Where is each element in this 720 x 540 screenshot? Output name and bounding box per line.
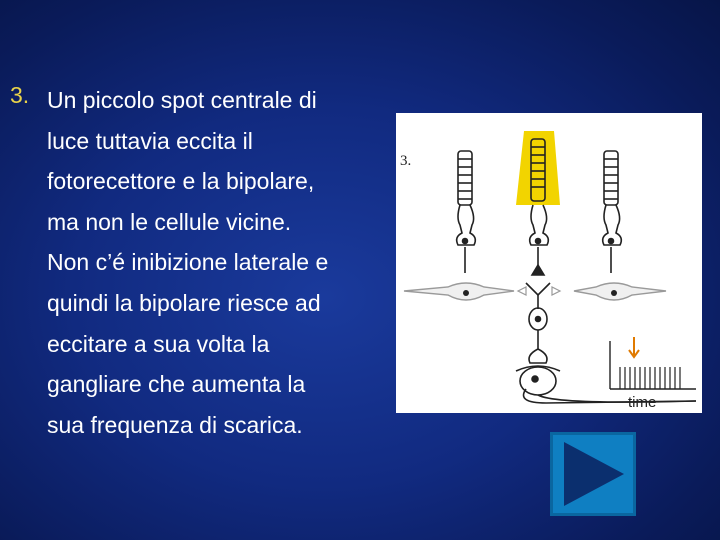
retina-circuit-diagram (396, 113, 702, 413)
ganglion-cell (516, 366, 696, 403)
stimulus-arrow (629, 337, 639, 357)
text-line: eccitare a sua volta la (47, 330, 270, 357)
time-axis-label: time (628, 394, 657, 411)
text-line: gangliare che aumenta la (47, 371, 306, 398)
photoreceptor-right (603, 151, 622, 273)
point-number: 3. (10, 82, 30, 108)
light-spot (516, 131, 560, 205)
bullet-text (47, 80, 402, 445)
diagram-svg (396, 113, 702, 413)
panel-label: 3. (400, 153, 412, 169)
text-line: sua frequenza di scarica. (47, 411, 303, 438)
photoreceptor-left (457, 151, 476, 273)
spike-train-plot (610, 337, 696, 411)
text-line: Un piccolo spot centrale di (47, 87, 317, 113)
text-line: luce tuttavia eccita il (47, 127, 253, 154)
text-line: ma non le cellule vicine. (47, 208, 292, 235)
text-line: fotorecettore e la bipolare, (47, 168, 315, 195)
bipolar-cell (526, 283, 550, 363)
text-line: quindi la bipolare riesce ad (47, 289, 321, 316)
play-icon (550, 432, 636, 516)
play-button[interactable] (550, 432, 636, 516)
text-line: Non c’é inibizione laterale e (47, 249, 329, 276)
